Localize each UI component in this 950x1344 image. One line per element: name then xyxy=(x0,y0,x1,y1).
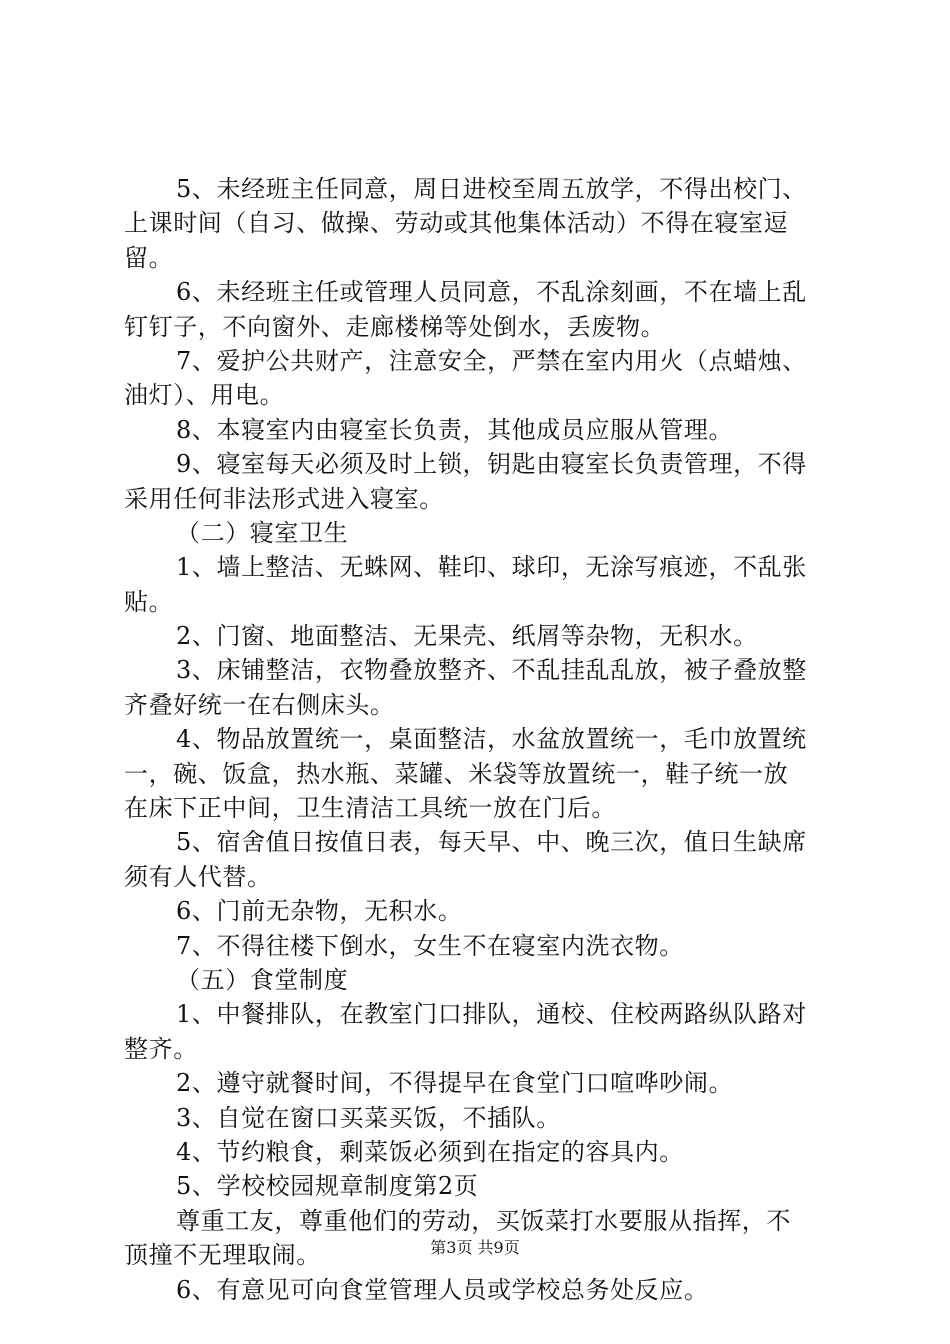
text-line: 整齐。 xyxy=(124,1034,198,1063)
text-line: 留。 xyxy=(124,243,174,272)
text-line: 9、寝室每天必须及时上锁，钥匙由寝室长负责管理，不得 xyxy=(176,450,807,479)
text-line: 5、宿舍值日按值日表，每天早、中、晚三次，值日生缺席 xyxy=(176,828,807,857)
text-line: 7、爱护公共财产，注意安全，严禁在室内用火（点蜡烛、 xyxy=(176,346,807,375)
document-body xyxy=(124,172,830,1307)
text-line: 齐叠好统一在右侧床头。 xyxy=(124,690,395,719)
text-line: 一，碗、饭盒，热水瓶、菜罐、米袋等放置统一，鞋子统一放 xyxy=(124,759,789,788)
text-line: 3、自觉在窗口买菜买饭，不插队。 xyxy=(176,1103,561,1132)
text-line: 1、中餐排队，在教室门口排队，通校、住校两路纵队路对 xyxy=(176,1000,807,1029)
text-line: 尊重工友，尊重他们的劳动，买饭菜打水要服从指挥，不 xyxy=(176,1206,791,1235)
text-line: 贴。 xyxy=(124,587,174,616)
text-line: 顶撞不无理取闹。 xyxy=(124,1241,321,1270)
text-line: 6、有意见可向食堂管理人员或学校总务处反应。 xyxy=(176,1275,709,1304)
text-line: 8、本寝室内由寝室长负责，其他成员应服从管理。 xyxy=(176,415,734,444)
text-line: 3、床铺整洁，衣物叠放整齐、不乱挂乱乱放，被子叠放整 xyxy=(176,656,807,685)
text-line: 6、未经班主任或管理人员同意，不乱涂刻画，不在墙上乱 xyxy=(176,278,807,307)
text-line: 钉钉子，不向窗外、走廊楼梯等处倒水，丢废物。 xyxy=(124,312,666,341)
text-line: 2、门窗、地面整洁、无果壳、纸屑等杂物，无积水。 xyxy=(176,622,758,651)
text-line: 4、物品放置统一，桌面整洁，水盆放置统一，毛巾放置统 xyxy=(176,725,807,754)
text-line: 在床下正中间，卫生清洁工具统一放在门后。 xyxy=(124,794,616,823)
text-line: 6、门前无杂物，无积水。 xyxy=(176,897,463,926)
text-line: 5、学校校园规章制度第2页 xyxy=(176,1172,479,1201)
text-line: 1、墙上整洁、无蛛网、鞋印、球印，无涂写痕迹，不乱张 xyxy=(176,553,807,582)
text-line: （五）食堂制度 xyxy=(176,965,349,994)
text-line: 采用任何非法形式进入寝室。 xyxy=(124,484,444,513)
text-line: 2、遵守就餐时间，不得提早在食堂门口喧哗吵闹。 xyxy=(176,1069,734,1098)
text-line: 油灯）、用电。 xyxy=(124,381,285,410)
text-line: 上课时间（自习、做操、劳动或其他集体活动）不得在寝室逗 xyxy=(124,209,789,238)
text-line: 须有人代替。 xyxy=(124,862,272,891)
text-line: （二）寝室卫生 xyxy=(176,518,349,547)
text-line: 4、节约粮食，剩菜饭必须到在指定的容具内。 xyxy=(176,1137,684,1166)
page-footer: 第3页 共9页 xyxy=(430,1238,520,1257)
text-line: 5、未经班主任同意，周日进校至周五放学，不得出校门、 xyxy=(176,175,807,203)
text-line: 7、不得往楼下倒水，女生不在寝室内洗衣物。 xyxy=(176,931,684,960)
